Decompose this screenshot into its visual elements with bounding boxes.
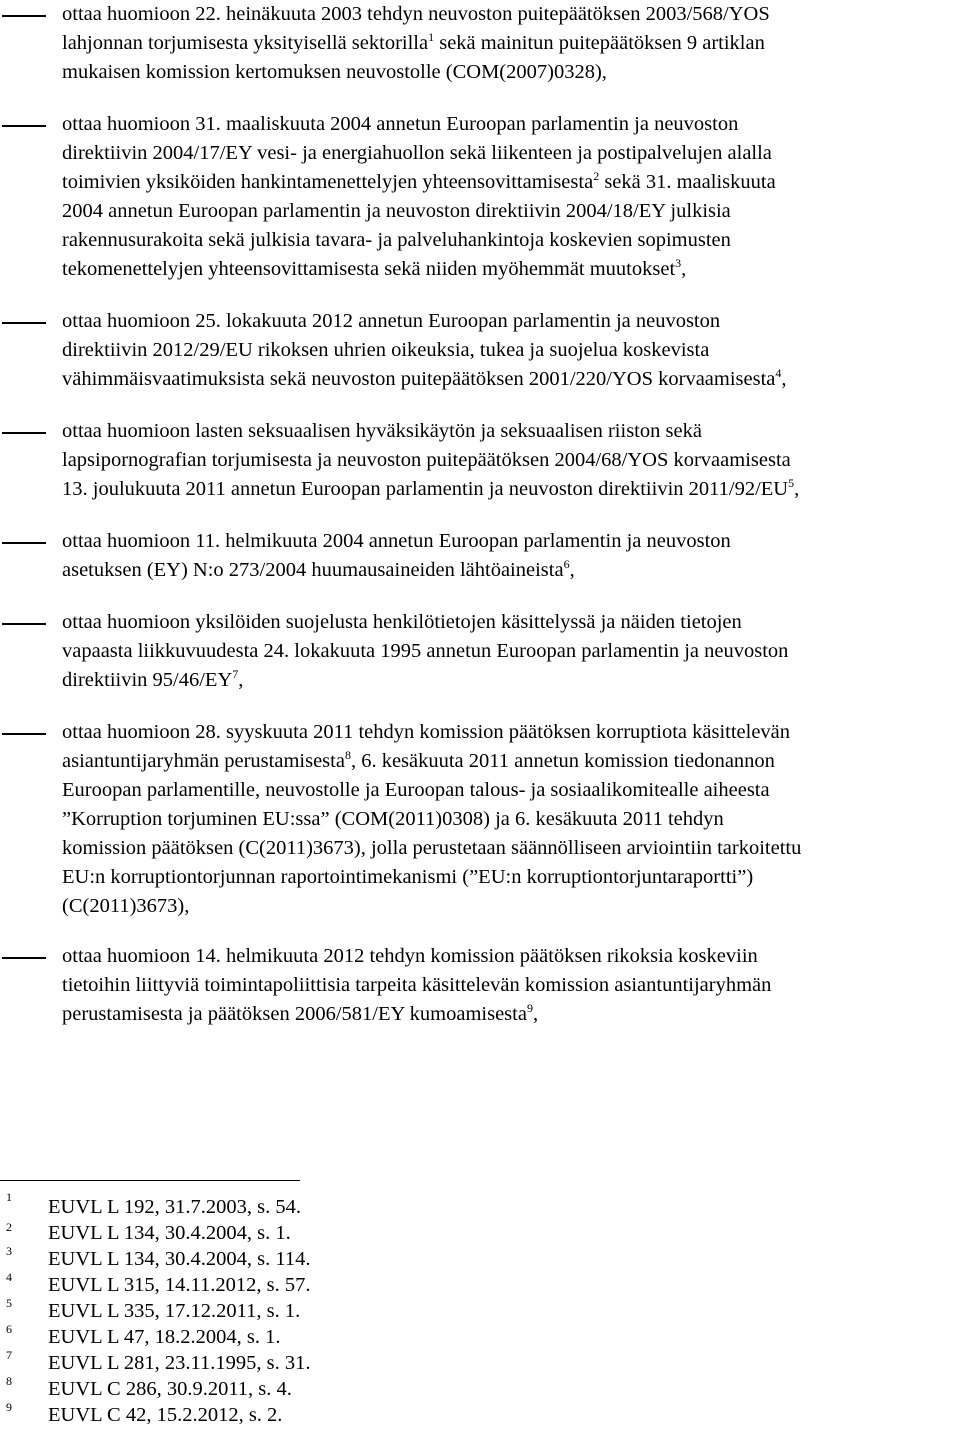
recital-3: [0, 307, 958, 394]
footnote-ref: 9: [526, 1001, 533, 1016]
recital-text: ottaa huomioon 14. helmikuuta 2012 tehdyn komission päätöksen rikoksia koskeviin tietoihin liittyviä toimintapoliittisia tarpeita käsittelevän komission asiantuntijaryhmän perustamisesta ja päätöksen 2006/581/EY kumoamisesta$^9$,: [62, 945, 772, 1025]
footnote-ref: 2: [593, 169, 600, 184]
recital-7: [0, 718, 958, 921]
footnote-text: EUVL L 192, 31.7.2003, s. 54.: [48, 1196, 302, 1218]
footnote-ref: 4: [775, 366, 782, 381]
footnote-number: 6: [6, 1322, 12, 1336]
recital-8: [0, 942, 958, 1029]
recital-6: [0, 608, 958, 695]
footnote-text: EUVL C 286, 30.9.2011, s. 4.: [48, 1378, 292, 1400]
recital-text: ottaa huomioon lasten seksuaalisen hyväksikäytön ja seksuaalisen riiston sekä lapsipornografian torjumisesta ja neuvoston puitepäätöksen 2004/68/YOS korvaamisesta 13. joulukuuta 2011 annetun Euroopan parlamentin ja neuvoston direktiivin $2011/92/EU^5$,: [62, 420, 800, 500]
footnote-number: 7: [6, 1348, 12, 1362]
recital-text: ottaa huomioon 25. lokakuuta 2012 annetun Euroopan parlamentin ja neuvoston direktiivin 2012/29/EU rikoksen uhrien oikeuksia, tukea ja suojelua koskevista vähimmäisvaatimuksista sekä neuvoston puitepäätöksen 2001/220/YOS korvaamisesta$^4$,: [62, 310, 787, 390]
recital-1: [0, 0, 958, 87]
footnote-number: 1: [6, 1190, 12, 1204]
recital-text: ottaa huomioon 22. heinäkuuta 2003 tehdyn neuvoston puitepäätöksen 2003/568/YOS lahjonnan torjumisesta yksityisellä sektorilla$^1$ sekä mainitun puitepäätöksen 9 artiklan mukaisen komission kertomuksen neuvostolle (COM(2007)0328),: [62, 3, 770, 83]
footnote-ref: 3: [675, 256, 682, 271]
footnote-number: 3: [6, 1244, 12, 1258]
footnote-number: 2: [6, 1220, 12, 1234]
footnote-number: 5: [6, 1296, 12, 1310]
recital-text: ottaa huomioon 11. helmikuuta 2004 annetun Euroopan parlamentin ja neuvoston asetuksen (EY) N:o 273/2004 huumausaineiden lähtöaineista$^6$,: [62, 530, 731, 581]
footnote-number: 9: [6, 1400, 12, 1414]
footnote-number: 8: [6, 1374, 12, 1388]
recital-4: [0, 417, 958, 504]
recital-5: [0, 527, 958, 585]
recital-text: ottaa huomioon 31. maaliskuuta 2004 annetun Euroopan parlamentin ja neuvoston direktiivin 2004/17/EY vesi- ja energiahuollon sekä liikenteen ja postipalvelujen alalla toimivien yksiköiden hankintamenettelyjen yhteensovittamisesta$^2$ sekä 31. maaliskuuta 2004 annetun Euroopan parlamentin ja neuvoston direktiivin 2004/18/EY julkisia rakennusurakoita sekä julkisia tavara- ja palveluhankintoja koskevien sopimusten tekomenettelyjen yhteensovittamisesta sekä niiden myöhemmät muutokset$^3$,: [62, 113, 776, 280]
footnote-ref: 6: [563, 557, 570, 572]
footnote-text: EUVL L 281, 23.11.1995, s. 31.: [48, 1352, 311, 1374]
footnote-separator: [0, 1180, 300, 1181]
footnote-text: EUVL L 335, 17.12.2011, s. 1.: [48, 1300, 301, 1322]
recital-text: ottaa huomioon 28. syyskuuta 2011 tehdyn komission päätöksen korruptiota käsittelevän asiantuntijaryhmän perustamisesta$^8$, 6. kesäkuuta 2011 annetun komission tiedonannon Euroopan parlamentille, neuvostolle ja Euroopan talous- ja sosiaalikomitealle aiheesta ”Korruption torjuminen EU:ssa” (COM(2011)0308) ja 6. kesäkuuta 2011 tehdyn komission päätöksen (C(2011)3673), jolla perustetaan säännölliseen arviointiin tarkoitettu EU:n korruptiontorjunnan raportointimekanismi (”EU:n korruptiontorjuntaraportti”) (C(2011)3673),: [62, 721, 802, 917]
footnote-text: EUVL L 315, 14.11.2012, s. 57.: [48, 1274, 311, 1296]
footnote-text: EUVL C 42, 15.2.2012, s. 2.: [48, 1404, 283, 1426]
footnote-text: EUVL L 134, 30.4.2004, s. 1.: [48, 1222, 291, 1244]
footnote-ref: 7: [232, 667, 239, 682]
footnote-text: EUVL L 134, 30.4.2004, s. 114.: [48, 1248, 311, 1270]
footnote-number: 4: [6, 1270, 12, 1284]
footnote-ref: 5: [788, 476, 795, 491]
recital-2: [0, 110, 958, 284]
footnote-text: EUVL L 47, 18.2.2004, s. 1.: [48, 1326, 281, 1348]
footnote-ref: 1: [428, 30, 435, 45]
recital-text: ottaa huomioon yksilöiden suojelusta henkilötietojen käsittelyssä ja näiden tietojen vapaasta liikkuvuudesta 24. lokakuuta 1995 annetun Euroopan parlamentin ja neuvoston direktiivin $95/46/EY^7$,: [62, 611, 789, 691]
footnote-ref: 8: [344, 748, 351, 763]
